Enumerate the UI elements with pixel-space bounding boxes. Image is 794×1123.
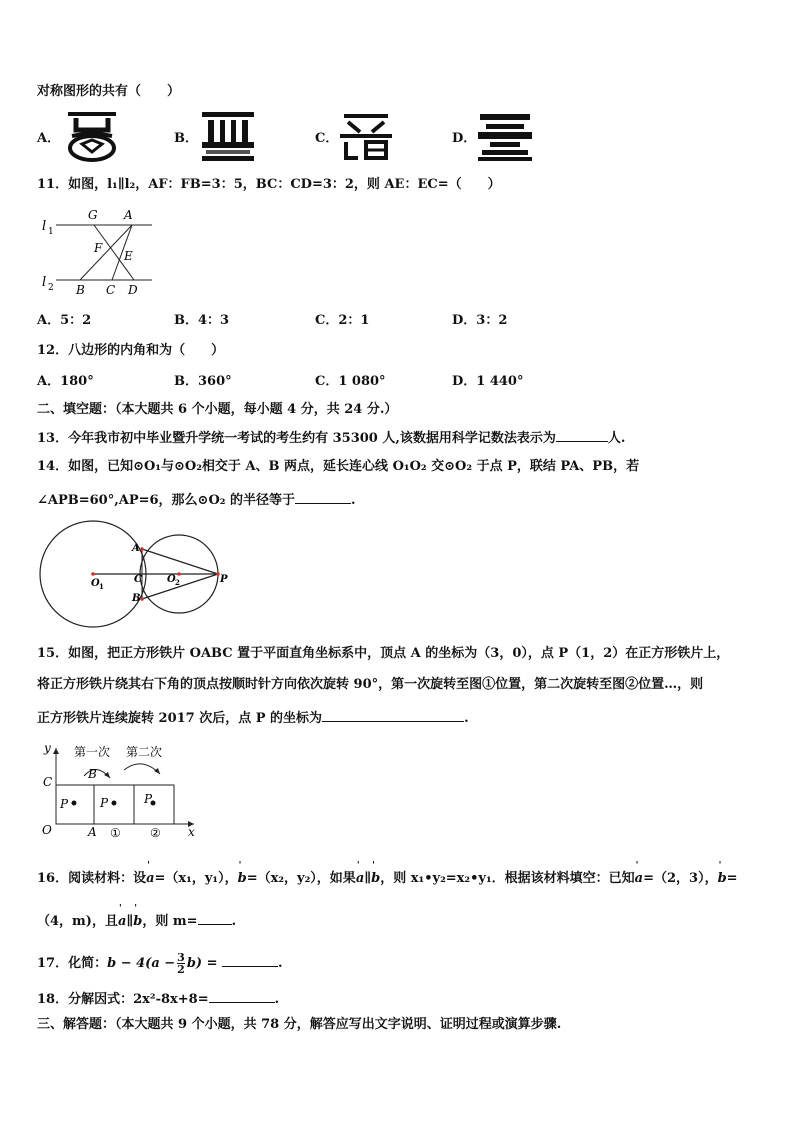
q10-option-d-image	[476, 112, 534, 162]
q11-label-l2-sub: 2	[48, 283, 54, 293]
q16-line2	[37, 904, 237, 930]
q18-answer-blank[interactable]	[209, 989, 275, 1003]
q11-label-b: B	[76, 283, 85, 297]
q16-text-1: 16．阅读材料：设	[37, 871, 147, 886]
q15-label-a: A	[88, 825, 97, 839]
q11-option-d: D．3：2	[452, 313, 508, 328]
q15-label-circle1: ①	[110, 826, 121, 840]
q17-expression-part2: b) =	[186, 956, 218, 971]
q16-answer-blank[interactable]	[198, 911, 232, 925]
q14-label-p: P	[220, 574, 228, 585]
q14-label-o2-sub: 2	[175, 578, 180, 587]
q15-label-circle2: ②	[150, 826, 161, 840]
q15-label-first: 第一次	[74, 745, 111, 759]
q11-label-e: E	[124, 249, 133, 263]
q11-label-f: F	[94, 241, 103, 255]
q14-label-o2: O	[167, 574, 176, 585]
q11-label-l2: l	[42, 275, 47, 290]
q10-option-c-image	[338, 110, 394, 162]
q15-line2: 将正方形铁片绕其右下角的顶点按顺时针方向依次旋转 90°，第一次旋转至图①位置，第二次旋转至图②位置…，则	[37, 677, 704, 692]
q11-option-a: A．5：2	[37, 313, 92, 328]
q15-label-p1: P	[60, 797, 69, 811]
q15-figure	[38, 740, 200, 840]
q16-text-8: ，则 m=	[142, 914, 198, 929]
q13-answer-blank[interactable]	[556, 428, 608, 442]
q14-line2: ∠APB=60°,AP=6，那么⊙O₂ 的半径等于	[37, 493, 295, 508]
q11-label-c: C	[106, 283, 116, 297]
q10-option-d-label: D．	[452, 131, 477, 146]
q15-label-second: 第二次	[126, 745, 163, 759]
q17-label: 17．化简：	[37, 956, 108, 971]
q11-label-a: A	[124, 208, 133, 222]
q14-label-b: B	[132, 593, 141, 604]
q11-label-g: G	[88, 208, 98, 222]
q17-period: .	[278, 956, 283, 971]
q12-option-c: C．1 080°	[315, 374, 386, 389]
q14-label-o1-sub: 1	[99, 582, 104, 591]
q16-text-2: =（x₁，y₁），	[154, 871, 238, 886]
q16-text-7: （4，m)，且	[37, 914, 118, 929]
q15-label-x: x	[188, 825, 195, 839]
q12-option-a: A．180°	[37, 374, 94, 389]
q17-line	[37, 952, 283, 975]
q16-parallel-1: ∥	[364, 871, 372, 886]
q15-label-p3: P	[144, 792, 153, 806]
q16-vector-a-4: ' a	[117, 904, 127, 929]
q16-period: .	[231, 914, 237, 929]
q10-option-b-image	[198, 110, 258, 162]
q16-parallel-2: ∥	[126, 914, 134, 929]
q17-fraction	[177, 952, 185, 975]
q16-vector-b-4: ' b	[133, 904, 143, 929]
q12-stem: 12．八边形的内角和为（ ）	[37, 343, 225, 358]
q15-label-p2: P	[100, 796, 109, 810]
q10-option-a-image	[62, 110, 122, 162]
q10-stem: 对称图形的共有（ ）	[37, 84, 181, 99]
q18-text: 18．分解因式：2x²-8x+8=	[37, 992, 209, 1007]
q14-period: .	[351, 493, 356, 508]
q13-text: 13．今年我市初中毕业暨升学统一考试的考生约有 35300 人,该数据用科学记数法表示为	[37, 431, 556, 446]
q14-label-a: A	[132, 543, 140, 554]
q18-period: .	[274, 992, 280, 1007]
q10-option-b-label: B．	[174, 131, 198, 146]
q11-stem: 11．如图，l₁∥l₂，AF：FB=3：5，BC：CD=3：2，则 AE：EC=（ ）	[37, 177, 501, 192]
q16-vector-a-1: ' a	[146, 861, 155, 886]
q15-answer-blank[interactable]	[322, 708, 464, 722]
q16-vector-b-3: ' b	[717, 861, 727, 886]
q16-text-6: =	[726, 871, 738, 886]
q15-label-c: C	[43, 775, 53, 789]
section-2-heading: 二、填空题：（本大题共 6 个小题，每小题 4 分，共 24 分.）	[37, 402, 398, 417]
q10-option-c-label: C．	[315, 131, 339, 146]
q17-answer-blank[interactable]	[222, 953, 278, 967]
q10-option-a-label: A．	[37, 131, 61, 146]
q15-line3: 正方形铁片连续旋转 2017 次后，点 P 的坐标为	[37, 711, 323, 726]
q11-label-l1-sub: 1	[48, 227, 54, 237]
q16-text-5: =（2，3），	[643, 871, 718, 886]
q15-label-b: B	[88, 767, 97, 781]
q15-label-y: y	[44, 741, 51, 755]
q16-vector-b-1: ' b	[237, 861, 247, 886]
q16-vector-a-3: ' a	[634, 861, 644, 886]
q17-expression-part1: b − 4(a −	[107, 956, 176, 971]
q11-label-d: D	[128, 283, 138, 297]
q12-option-b: B．360°	[174, 374, 232, 389]
q16-vector-b-2: ' b	[371, 861, 381, 886]
q11-figure	[40, 206, 160, 300]
q11-option-b: B．4：3	[174, 313, 230, 328]
q14-figure	[38, 520, 228, 630]
q16-text-3: =（x₂，y₂），如果	[246, 871, 356, 886]
q16-text-4: ，则 x₁•y₂=x₂•y₁．根据该材料填空：已知	[380, 871, 635, 886]
q16-vector-a-2: ' a	[355, 861, 365, 886]
q11-option-c: C．2：1	[315, 313, 370, 328]
q15-label-o: O	[42, 823, 52, 837]
q14-label-o1: O	[91, 578, 100, 589]
q11-label-l1: l	[42, 219, 47, 234]
q14-line1: 14．如图，已知⊙O₁与⊙O₂相交于 A、B 两点，延长连心线 O₁O₂ 交⊙O₂ 于点 P，联结 PA、PB，若	[37, 459, 640, 474]
q14-label-c: C	[134, 574, 142, 585]
q17-fraction-numerator: 3	[177, 951, 185, 964]
q12-option-d: D．1 440°	[452, 374, 524, 389]
q15-line1: 15．如图，把正方形铁片 OABC 置于平面直角坐标系中，顶点 A 的坐标为（3，0），点 P（1，2）在正方形铁片上，	[37, 646, 730, 661]
q13-unit: 人.	[607, 431, 626, 446]
section-3-heading: 三、解答题：（本大题共 9 个小题，共 78 分，解答应写出文字说明、证明过程或演算步骤.	[37, 1017, 562, 1032]
q15-period: .	[464, 711, 469, 726]
q17-fraction-denominator: 2	[177, 963, 185, 976]
q14-answer-blank[interactable]	[295, 490, 351, 504]
q16-line1	[37, 861, 738, 887]
